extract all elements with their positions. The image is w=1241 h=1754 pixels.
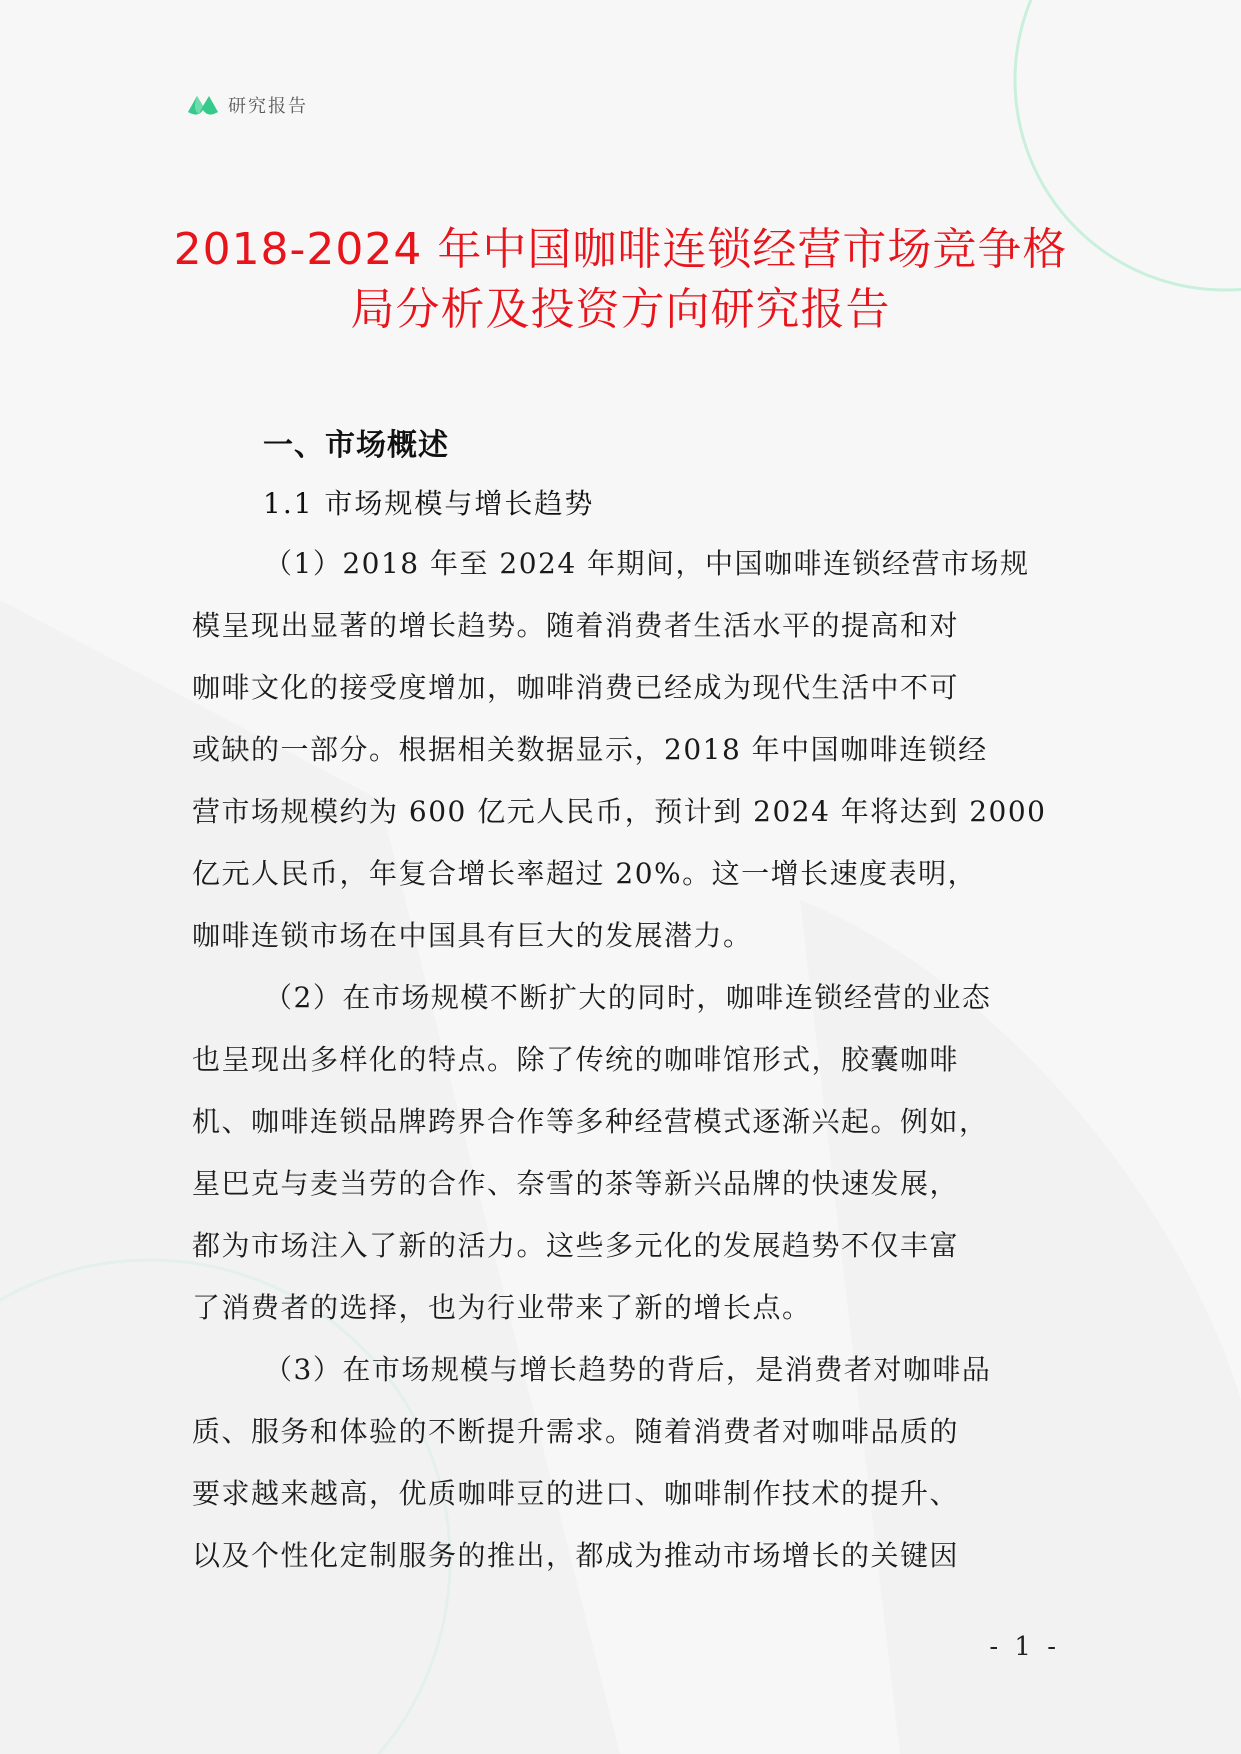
paragraph-line: 咖啡文化的接受度增加，咖啡消费已经成为现代生活中不可 [192, 671, 960, 704]
brand-logo-icon [186, 90, 220, 120]
paragraph-line: 咖啡连锁市场在中国具有巨大的发展潜力。 [192, 919, 753, 952]
header-label: 研究报告 [228, 96, 308, 117]
paragraph-line: 模呈现出显著的增长趋势。随着消费者生活水平的提高和对 [192, 609, 960, 642]
paragraph-line: 质、服务和体验的不断提升需求。随着消费者对咖啡品质的 [192, 1415, 960, 1448]
paragraph-line: 了消费者的选择，也为行业带来了新的增长点。 [192, 1291, 812, 1324]
section-heading: 一、市场概述 [263, 428, 449, 463]
subsection-heading: 1.1 市场规模与增长趋势 [263, 487, 595, 520]
paragraph-3 [192, 1339, 1052, 1587]
title-line-2: 局分析及投资方向研究报告 [350, 284, 891, 335]
paragraph-2 [192, 967, 1052, 1339]
paragraph-line: 营市场规模约为 600 亿元人民币，预计到 2024 年将达到 2000 [192, 795, 1047, 828]
paragraph-line: 星巴克与麦当劳的合作、奈雪的茶等新兴品牌的快速发展， [192, 1167, 960, 1200]
paragraph-line: 都为市场注入了新的活力。这些多元化的发展趋势不仅丰富 [192, 1229, 960, 1262]
paragraph-line: 机、咖啡连锁品牌跨界合作等多种经营模式逐渐兴起。例如， [192, 1105, 989, 1138]
paragraph-line: （2）在市场规模不断扩大的同时，咖啡连锁经营的业态 [264, 981, 992, 1014]
paragraph-line: 亿元人民币，年复合增长率超过 20%。这一增长速度表明， [192, 857, 978, 890]
paragraph-line: 要求越来越高，优质咖啡豆的进口、咖啡制作技术的提升、 [192, 1477, 960, 1510]
paragraph-1 [192, 533, 1052, 967]
title-line-1: 2018-2024 年中国咖啡连锁经营市场竞争格 [173, 224, 1068, 275]
report-header [186, 88, 308, 122]
paragraph-line: 以及个性化定制服务的推出，都成为推动市场增长的关键因 [192, 1539, 960, 1572]
page-number: - 1 - [989, 1632, 1060, 1662]
paragraph-line: 也呈现出多样化的特点。除了传统的咖啡馆形式，胶囊咖啡 [192, 1043, 960, 1076]
report-title [140, 220, 1101, 340]
paragraph-line: 或缺的一部分。根据相关数据显示，2018 年中国咖啡连锁经 [192, 733, 988, 766]
paragraph-line: （3）在市场规模与增长趋势的背后，是消费者对咖啡品 [264, 1353, 992, 1386]
paragraph-line: （1）2018 年至 2024 年期间，中国咖啡连锁经营市场规 [264, 547, 1030, 580]
